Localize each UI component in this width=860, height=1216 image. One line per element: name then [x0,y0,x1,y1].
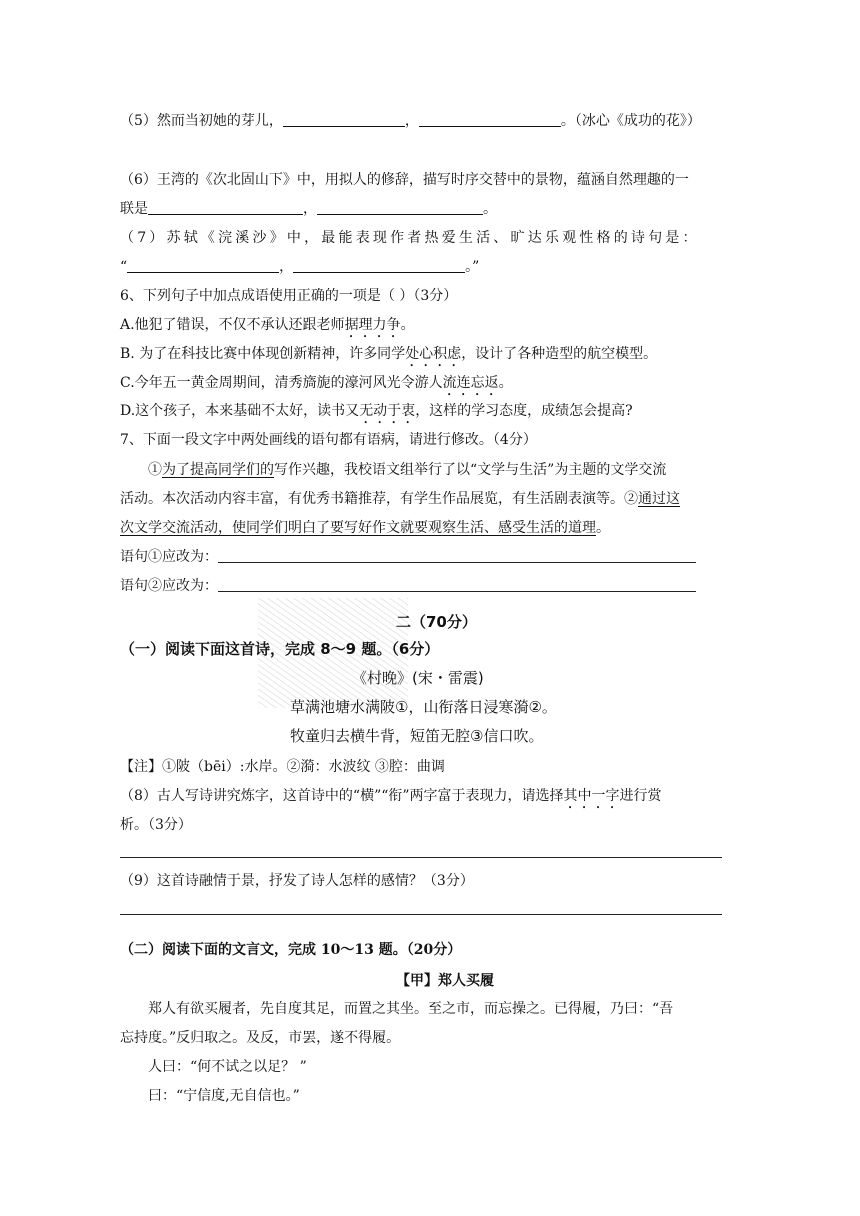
part-2-title: （二）阅读下面的文言文，完成 10～13 题。（20分） [120,942,462,958]
passage-heading: 【甲】郑人买履 [396,973,494,989]
passage-line-2: 忘持度。”反归取之。及反，市罢，遂不得履。 [120,1030,401,1046]
q5-5-suffix: 。（冰心《成功的花》） [560,113,701,129]
q6-option-a[interactable] [120,315,415,341]
q9-text: （9）这首诗融情于景，抒发了诗人怎样的感情？（3分） [120,873,474,889]
q7-text-3: 。 [596,520,610,536]
poem-title: 《村晚》(宋・雷震) [352,669,484,687]
q8-text: （8）古人写诗讲究炼字，这首诗中的“横”“衔”两字富于表现力，请选择 [120,788,564,804]
q7-para-line-3 [120,518,610,538]
q5-6-blank-1[interactable] [148,200,303,215]
q6-option-b[interactable] [120,344,657,370]
q7-text-2: 活动。本次活动内容丰富，有优秀书籍推荐，有学生作品展览，有生活剧表演等。② [120,491,638,507]
q5-6-blank-2[interactable] [317,200,483,215]
q7-underlined-2b: 次文学交流活动，使同学们明白了要写好作文就要观察生活、感受生活的道理 [120,520,596,536]
q5-6-prefix: 联是 [120,201,148,217]
q5-7-blank-2[interactable] [293,258,465,273]
q8-line-1 [120,786,662,812]
note-text: ①陂（bēi）:水岸。②漪：水波纹 ③腔：曲调 [162,759,445,775]
passage-line-4: 曰：“宁信度,无自信也。” [148,1088,300,1104]
q8-answer-line[interactable] [120,857,722,858]
q6-option-c[interactable] [120,373,513,399]
passage-line-1: 郑人有欲买履者，先自度其足，而置之其坐。至之市，而忘操之。已得履，乃曰：“吾 [148,1001,674,1017]
q8-line-2: 析。（3分） [120,817,192,833]
q5-5-blank-2[interactable] [419,112,561,127]
q7-fix-1-label: 语句①应改为： [120,549,218,565]
q5-5-blank-1[interactable] [283,112,405,127]
q7-fix-2-answer-line[interactable] [218,577,696,592]
q7-fix-2 [120,576,696,596]
passage-line-3: 人曰：“何不试之以足？ ” [148,1059,307,1075]
q5-7-line-2 [120,257,479,277]
q9-answer-line[interactable] [120,914,722,915]
q5-5-prefix: （5）然而当初她的芽儿， [120,113,283,129]
note-label: 【注】 [120,759,162,775]
q6-stem: 6、下列句子中加点成语使用正确的一项是（ ）（3分） [120,288,458,304]
poem-line-1: 草满池塘水满陂①，山衔落日浸寒漪②。 [290,698,557,716]
q5-6-end: 。 [483,201,497,217]
q6-c-end: 。 [498,375,513,391]
q7-text-1: 写作兴趣，我校语文组举行了以“文学与生活”为主题的文学交流 [274,462,667,478]
q5-7-open-quote: “ [120,259,128,275]
poem-line-2: 牧童归去横牛背，短笛无腔③信口吹。 [290,727,544,745]
q7-stem: 7、下面一段文字中两处画线的语句都有语病，请进行修改。（4分） [120,432,537,448]
poem-note [120,757,445,777]
q7-fix-1 [120,547,696,567]
q7-underlined-2a: 通过这 [638,491,680,507]
section-2-title: 二（70分） [396,613,477,631]
q6-d-text: D.这个孩子，本来基础不太好，读书又 [120,403,360,419]
q6-c-text: C.今年五一黄金周期间，清秀旖旎的濠河风光令游人 [120,375,443,391]
q6-option-d[interactable] [120,401,633,427]
q5-5-sep: ， [404,113,419,129]
q8-text-end: 进行赏 [619,788,662,804]
q5-5-line [120,111,701,131]
q5-7-end: 。” [465,259,480,275]
q6-b-end: ，设计了各种造型的航空模型。 [461,346,658,362]
q7-para-line-2 [120,489,680,509]
q6-b-text: B. 为了在科技比赛中体现创新精神，许多同学 [120,346,406,362]
q5-7-line-1: （7）苏轼《浣溪沙》中，最能表现作者热爱生活、旷达乐观性格的诗句是： [120,230,700,246]
q5-6-line-2 [120,199,497,219]
q6-b-idiom: 处心积虑 [405,346,462,362]
q6-a-end: 。 [400,317,415,333]
q6-a-text: A.他犯了错误，不仅不承认还跟老师 [120,317,345,333]
q6-a-idiom: 据理力争 [344,317,401,333]
q7-mark-1: ① [148,462,162,478]
q5-7-blank-1[interactable] [127,258,279,273]
q5-7-sep: ， [279,259,294,275]
q7-underlined-1a: 为了提高同学们的 [162,462,274,478]
q7-fix-1-answer-line[interactable] [218,548,696,563]
q6-d-idiom: 无动于衷 [359,403,416,419]
q6-d-end: ，这样的学习态度，成绩怎会提高? [415,403,633,419]
q5-6-line-1: （6）王湾的《次北固山下》中，用拟人的修辞，描写时序交替中的景物，蕴涵自然理趣的一 [120,172,689,188]
q5-6-sep: ， [303,201,317,217]
q7-para-line-1 [148,460,666,480]
q6-c-idiom: 流连忘返 [442,375,499,391]
part-1-title: （一）阅读下面这首诗，完成 8～9 题。（6分） [120,640,440,658]
q7-fix-2-label: 语句②应改为： [120,578,218,594]
q8-dotted: 其中一字 [563,788,620,804]
